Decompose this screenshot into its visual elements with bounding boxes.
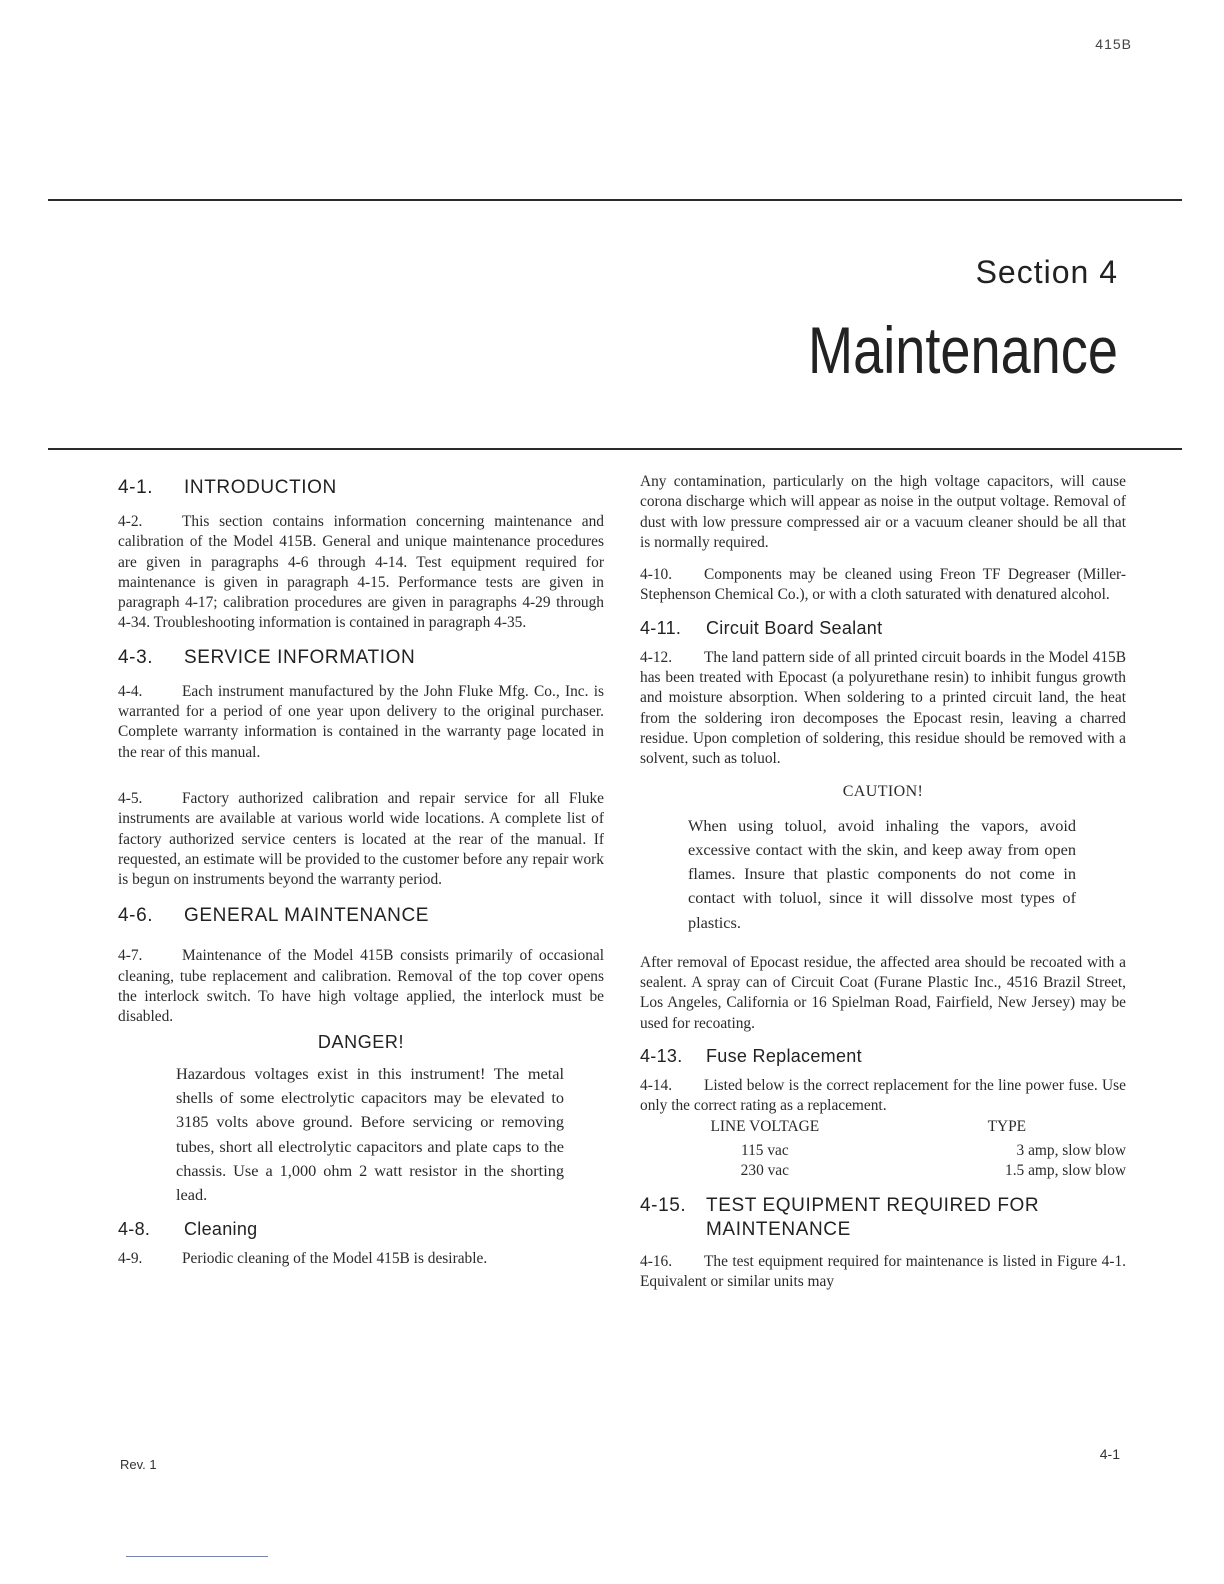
danger-note: Hazardous voltages exist in this instrument! The metal shells of some electrolytic capacitors may be elevated to 3185 volts above ground. Before servicing or removing tubes, short all electrolytic capacitors and plate caps to the chassis. Use a 1,000 ohm 2 watt resistor in the shorting lead. <box>176 1063 564 1204</box>
fuse-voltage-cell: 115 vac <box>740 1141 789 1159</box>
caution-title: CAUTION! <box>842 782 924 800</box>
heading-circuit-board-sealant: 4-11. Circuit Board Sealant <box>640 617 883 638</box>
heading-introduction: 4-1. INTRODUCTION <box>118 477 337 498</box>
paragraph-4-5: 4-5. Factory authorized calibration and repair service for all Fluke instruments are available at various world wide locations. A complete list of factory authorized service centers is located at the rear of the manual. If requested, an estimate will be provided to the customer before any repair work is begun on instruments beyond the warranty period. <box>118 789 604 889</box>
heading-test-equipment: 4-15. TEST EQUIPMENT REQUIRED FOR MAINTENANCE <box>640 1194 1040 1240</box>
paragraph-4-4: 4-4. Each instrument manufactured by the John Fluke Mfg. Co., Inc. is warranted for a period of one year upon delivery to the original purchaser. Complete warranty information is contained in the warranty page located in the rear of this manual. <box>118 682 604 761</box>
right-column <box>640 472 1126 1292</box>
fuse-table-header <box>682 1117 1126 1141</box>
danger-title: DANGER! <box>317 1031 405 1052</box>
heading-service-information: 4-3. SERVICE INFORMATION <box>118 646 416 668</box>
paragraph-4-7: 4-7. Maintenance of the Model 415B consists primarily of occasional cleaning, tube replacement and calibration. Removal of the top cover opens the interlock switch. To have high voltage applied, the interlock must be disabled. <box>118 947 604 1026</box>
table-row <box>682 1141 1126 1161</box>
caution-note: When using toluol, avoid inhaling the vapors, avoid excessive contact with the skin, and keep away from open flames. Insure that plastic components do not come in contact with toluol, since it will dissolve most types of plastics. <box>688 815 1076 932</box>
fuse-type-cell: 3 amp, slow blow <box>1016 1141 1126 1159</box>
paragraph-contamination: Any contamination, particularly on the high voltage capacitors, will cause corona discharge which will appear as noise in the output voltage. Removal of dust with low pressure compressed air or a vacuum cleaner should be all that is normally required. <box>640 473 1126 551</box>
footer-underline <box>126 1556 268 1557</box>
fuse-header-type: TYPE <box>987 1117 1027 1135</box>
model-number: 415B <box>1095 36 1132 52</box>
fuse-table <box>682 1117 1126 1182</box>
revision-label: Rev. 1 <box>120 1457 157 1472</box>
heading-general-maintenance: 4-6. GENERAL MAINTENANCE <box>118 905 430 927</box>
paragraph-after-removal: After removal of Epocast residue, the affected area should be recoated with a sealent. A spray can of Circuit Coat (Furane Plastic Inc., 4516 Brazil Street, Los Angeles, California or 16 Spielman Road, Fairfield, New Jersey) may be used for recoating. <box>640 953 1126 1032</box>
top-rule <box>48 199 1182 201</box>
bottom-rule <box>48 448 1182 450</box>
paragraph-4-12: 4-12. The land pattern side of all printed circuit boards in the Model 415B has been treated with Epocast (a polyurethane resin) to inhibit fungus growth and moisture absorption. When soldering to a printed circuit land, the heat from the soldering iron decomposes the Epocast resin, leaving a charred residue. Upon completion of soldering, this residue should be removed with a solvent, such as toluol. <box>640 648 1126 768</box>
table-row <box>682 1161 1126 1181</box>
fuse-header-line-voltage: LINE VOLTAGE <box>710 1117 820 1135</box>
section-title: Maintenance <box>808 313 1118 387</box>
left-column <box>118 476 604 1269</box>
fuse-type-cell: 1.5 amp, slow blow <box>1005 1162 1126 1180</box>
fuse-voltage-cell: 230 vac <box>740 1162 789 1180</box>
paragraph-4-2: 4-2. This section contains information concerning maintenance and calibration of the Model 415B. General and unique maintenance procedures are given in paragraphs 4-6 through 4-14. Test equipment required for maintenance is given in paragraph 4-15. Performance tests are given in paragraph 4-17; calibration procedures are given in paragraphs 4-29 through 4-34. Troubleshooting information is contained in paragraph 4-35. <box>118 513 604 632</box>
page-number: 4-1 <box>1099 1446 1120 1462</box>
heading-cleaning: 4-8. Cleaning <box>118 1219 258 1240</box>
paragraph-4-16: 4-16. The test equipment required for maintenance is listed in Figure 4-1. Equivalent or similar units may <box>640 1252 1126 1290</box>
paragraph-4-14: 4-14. Listed below is the correct replacement for the line power fuse. Use only the correct rating as a replacement. <box>640 1077 1126 1115</box>
paragraph-4-10: 4-10. Components may be cleaned using Freon TF Degreaser (Miller-Stephenson Chemical Co.), or with a cloth saturated with denatured alcohol. <box>640 566 1126 604</box>
heading-fuse-replacement: 4-13. Fuse Replacement <box>640 1046 862 1067</box>
paragraph-4-9: 4-9. Periodic cleaning of the Model 415B is desirable. <box>118 1250 488 1268</box>
section-label: Section 4 <box>975 254 1118 290</box>
